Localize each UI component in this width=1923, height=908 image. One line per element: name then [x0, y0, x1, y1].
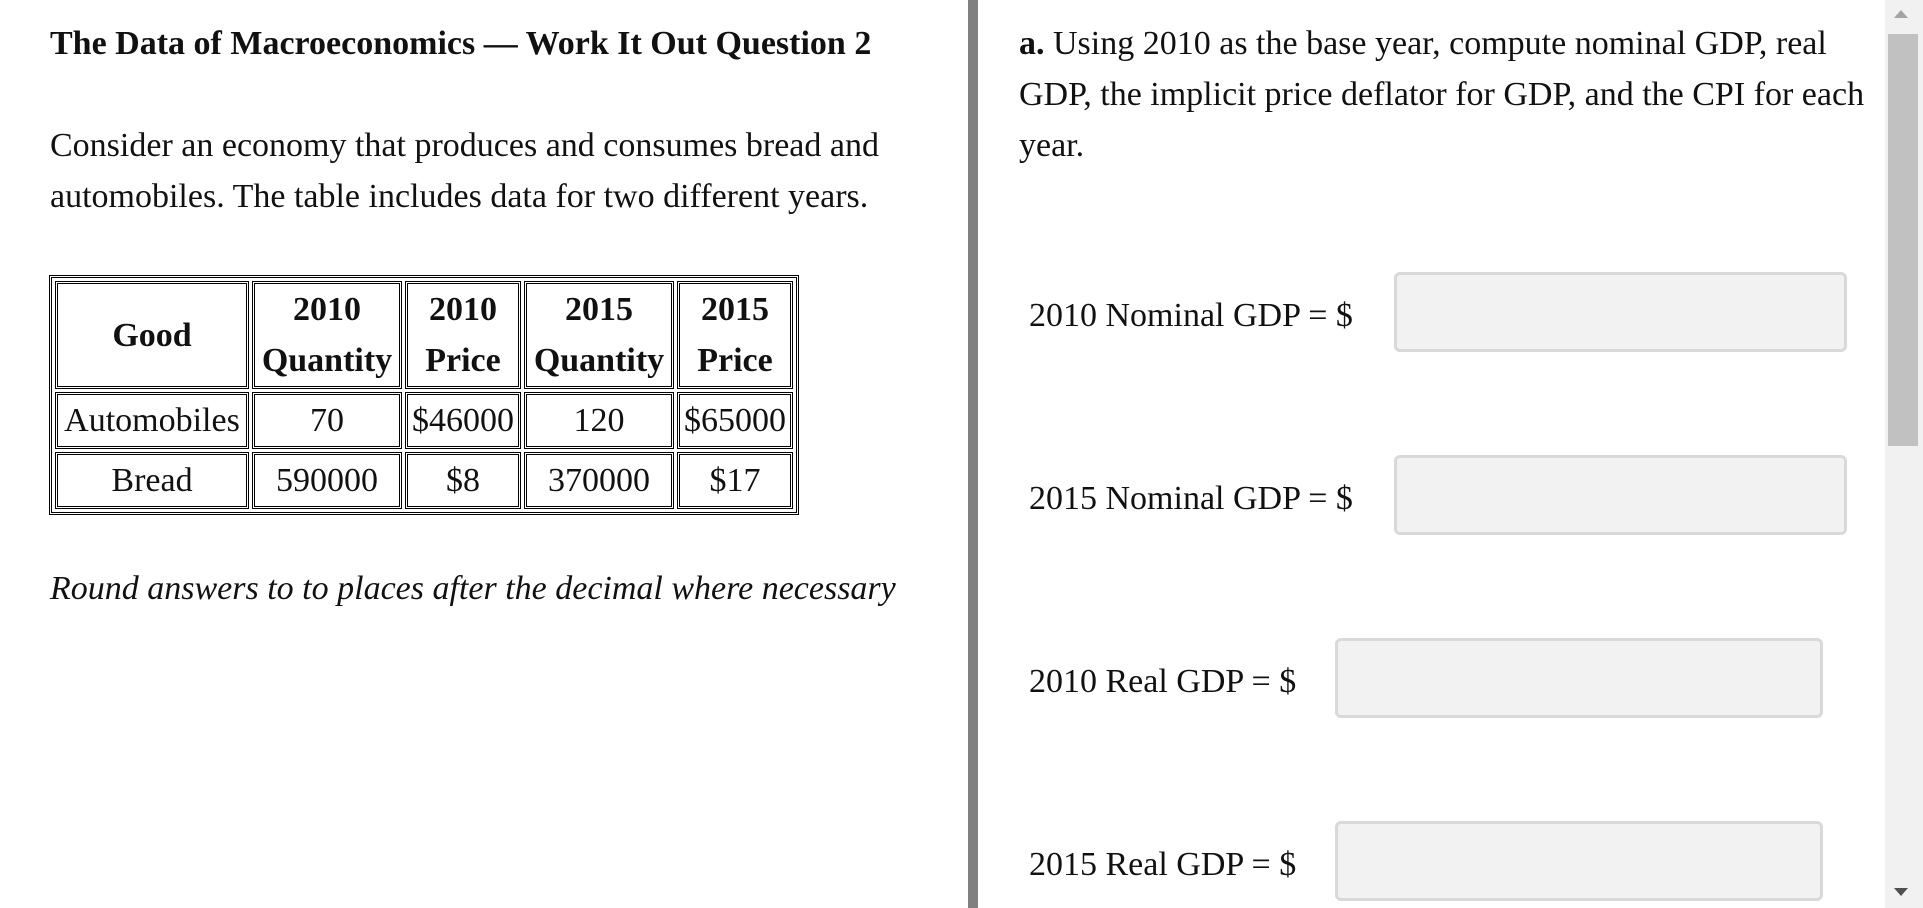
nominal-gdp-2010-label: 2010 Nominal GDP = $	[1029, 297, 1353, 334]
table-row	[55, 452, 793, 509]
question-title: The Data of Macroeconomics — Work It Out Question 2	[50, 25, 872, 62]
real-gdp-2015-input[interactable]	[1335, 821, 1823, 901]
table-cell: $65000	[677, 392, 793, 449]
scroll-up-arrow-icon[interactable]	[1894, 10, 1908, 18]
table-cell: $46000	[405, 392, 521, 449]
nominal-gdp-2010-input[interactable]	[1394, 272, 1847, 352]
header-good: Good	[55, 281, 249, 389]
table-header-row	[55, 281, 793, 389]
header-2010-price: 2010 Price	[405, 281, 521, 389]
table-cell: 120	[524, 392, 674, 449]
pane-divider[interactable]	[968, 0, 978, 908]
rounding-instruction: Round answers to to places after the decimal where necessary	[50, 570, 896, 607]
part-a-marker: a.	[1019, 25, 1045, 62]
real-gdp-2015-label: 2015 Real GDP = $	[1029, 846, 1297, 883]
part-a-text: Using 2010 as the base year, compute nominal GDP, real GDP, the implicit price deflator for GDP, and the CPI for each year.	[1019, 25, 1865, 164]
scrollbar-thumb[interactable]	[1888, 34, 1918, 446]
table-cell: 70	[252, 392, 402, 449]
question-intro: Consider an economy that produces and consumes bread and automobiles. The table includes data for two different years.	[50, 127, 879, 215]
table-cell: 590000	[252, 452, 402, 509]
real-gdp-2010-input[interactable]	[1335, 638, 1823, 718]
table-cell: 370000	[524, 452, 674, 509]
header-2015-price: 2015 Price	[677, 281, 793, 389]
table-cell: $17	[677, 452, 793, 509]
table-cell: Automobiles	[55, 392, 249, 449]
table-cell: Bread	[55, 452, 249, 509]
part-a-prompt	[1019, 18, 1869, 171]
nominal-gdp-2015-input[interactable]	[1394, 455, 1847, 535]
table-row	[55, 392, 793, 449]
data-table	[49, 275, 799, 515]
header-2010-quantity: 2010 Quantity	[252, 281, 402, 389]
nominal-gdp-2015-label: 2015 Nominal GDP = $	[1029, 480, 1353, 517]
real-gdp-2010-label: 2010 Real GDP = $	[1029, 663, 1297, 700]
header-2015-quantity: 2015 Quantity	[524, 281, 674, 389]
table-cell: $8	[405, 452, 521, 509]
scroll-down-arrow-icon[interactable]	[1894, 888, 1908, 896]
